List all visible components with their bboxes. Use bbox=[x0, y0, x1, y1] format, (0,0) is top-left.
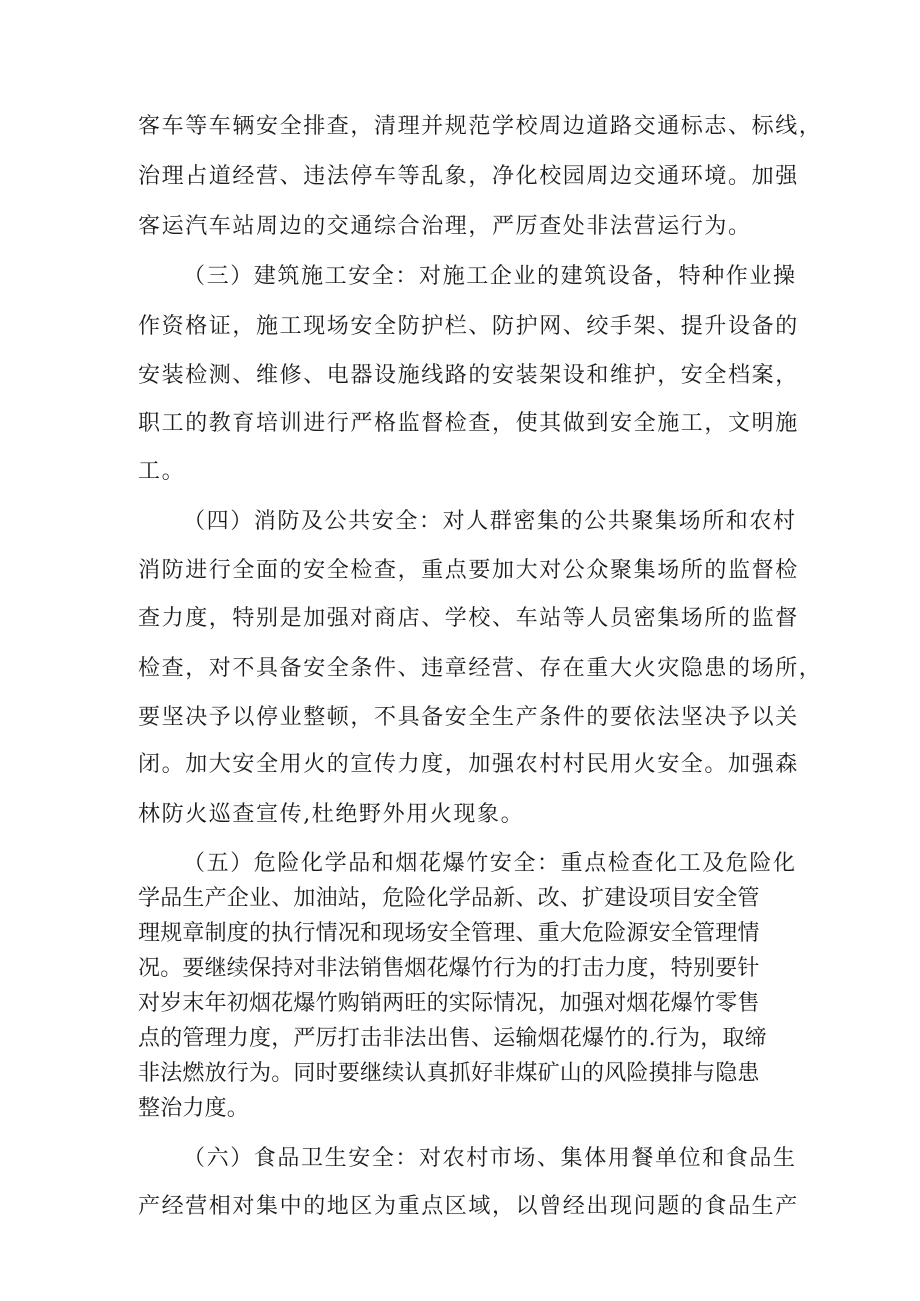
text-line: 况。要继续保持对非法销售烟花爆竹行为的打击力度，特别要针 bbox=[138, 956, 760, 981]
text-line: 产经营相对集中的地区为重点区域，以曾经出现问题的食品生产 bbox=[138, 1194, 799, 1219]
text-line: 查力度，特别是加强对商店、学校、车站等人员密集场所的监督 bbox=[138, 606, 799, 631]
text-line: 要坚决予以停业整顿，不具备安全生产条件的要依法坚决予以关 bbox=[138, 705, 799, 730]
paragraph-heading-line: （五）危险化学品和烟花爆竹安全：重点检查化工及危险化 bbox=[183, 851, 797, 876]
paragraph-heading-line: （三）建筑施工安全：对施工企业的建筑设备，特种作业操 bbox=[183, 264, 797, 289]
text-line: 林防火巡查宣传,杜绝野外用火现象。 bbox=[138, 802, 525, 827]
text-line: 整治力度。 bbox=[138, 1096, 250, 1121]
text-line: 对岁末年初烟花爆竹购销两旺的实际情况，加强对烟花爆竹零售 bbox=[138, 991, 760, 1016]
text-line: 工。 bbox=[138, 459, 186, 484]
text-line: 安装检测、维修、电器设施线路的安装架设和维护，安全档案， bbox=[138, 363, 799, 388]
text-line: 学品生产企业、加油站，危险化学品新、改、扩建设项目安全管 bbox=[138, 886, 760, 911]
text-line: 作资格证，施工现场安全防护栏、防护网、绞手架、提升设备的 bbox=[138, 314, 799, 339]
text-line: 职工的教育培训进行严格监督检查，使其做到安全施工，文明施 bbox=[138, 411, 799, 436]
text-line: 检查，对不具备安全条件、违章经营、存在重大火灾隐患的场所， bbox=[138, 656, 823, 681]
text-line: 点的管理力度，严厉打击非法出售、运输烟花爆竹的.行为，取缔 bbox=[138, 1026, 767, 1051]
text-line: 闭。加大安全用火的宣传力度，加强农村村民用火安全。加强森 bbox=[138, 752, 799, 777]
text-line: 非法燃放行为。同时要继续认真抓好非煤矿山的风险摸排与隐患 bbox=[138, 1061, 760, 1086]
paragraph-heading-line: （四）消防及公共安全：对人群密集的公共聚集场所和农村 bbox=[183, 509, 797, 534]
text-line: 理规章制度的执行情况和现场安全管理、重大危险源安全管理情 bbox=[138, 921, 760, 946]
text-line: 消防进行全面的安全检查，重点要加大对公众聚集场所的监督检 bbox=[138, 558, 799, 583]
paragraph-heading-line: （六）食品卫生安全：对农村市场、集体用餐单位和食品生 bbox=[183, 1146, 797, 1171]
text-line: 客车等车辆安全排查，清理并规范学校周边道路交通标志、标线， bbox=[138, 114, 823, 139]
text-line: 治理占道经营、违法停车等乱象，净化校园周边交通环境。加强 bbox=[138, 164, 799, 189]
text-line: 客运汽车站周边的交通综合治理，严厉查处非法营运行为。 bbox=[138, 214, 752, 239]
